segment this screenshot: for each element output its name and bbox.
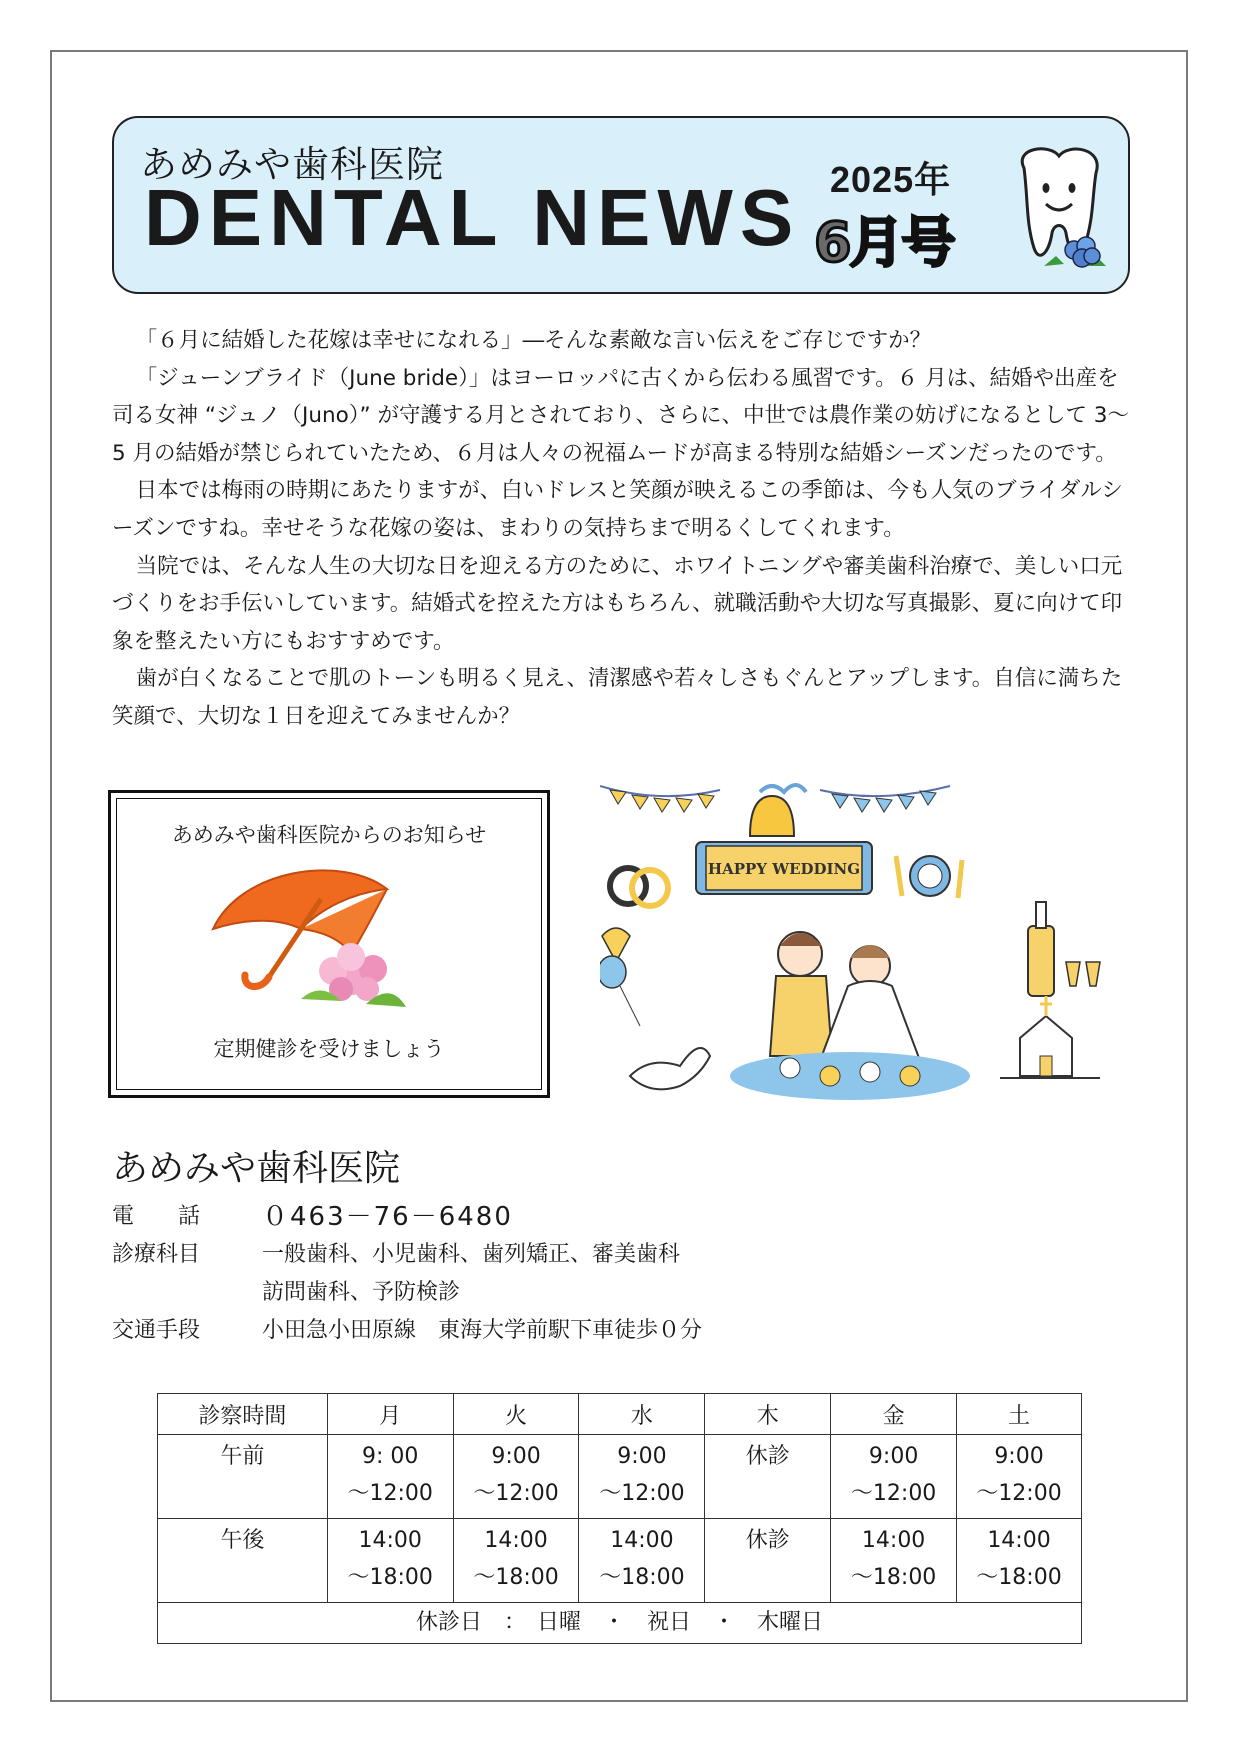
table-header-cell: 診察時間 — [158, 1394, 328, 1435]
umbrella-flowers-icon — [201, 859, 451, 1029]
table-footer-row — [158, 1603, 1082, 1644]
hours-cell: 9:00 〜12:00 — [957, 1435, 1082, 1519]
article-paragraph: 「６月に結婚した花嫁は幸せになれる」―そんな素敵な言い伝えをご存じですか？ — [135, 328, 932, 353]
departments-line1: 一般歯科、小児歯科、歯列矯正、審美歯科 — [262, 1242, 681, 1267]
table-row-morning — [158, 1435, 1082, 1519]
article-paragraph: 「ジューンブライド（June bride）」はヨーロッパに古くから伝わる風習です。６ 月は、結婚や出産を司る女神 “ジュノ（Juno）” が守護する月とされており、さらに、中世では農作業の妨げになるとして 3〜5 月の結婚が禁じられていたため、６月は人々の祝福ムードが高まる特別な結婚シーズンだったのです。 — [112, 365, 1129, 466]
issue-year: 2025年 — [830, 159, 952, 200]
article-body — [112, 322, 1130, 736]
access-label: 交通手段 — [112, 1318, 201, 1343]
table-header-row — [158, 1394, 1082, 1435]
closed-days: 休診日 ： 日曜 ・ 祝日 ・ 木曜日 — [158, 1603, 1082, 1644]
hours-cell: 9:00 〜12:00 — [453, 1435, 579, 1519]
tooth-mascot-icon — [1004, 138, 1114, 278]
article-paragraph: 日本では梅雨の時期にあたりますが、白いドレスと笑顔が映えるこの季節は、今も人気のブライダルシーズンですね。幸せそうな花嫁の姿は、まわりの気持ちまで明るくしてくれます。 — [112, 478, 1123, 541]
phone-number: ０463－76－6480 — [262, 1202, 513, 1232]
clinic-name: あめみや歯科医院 — [112, 1148, 401, 1189]
hours-cell: 14:00 〜18:00 — [831, 1519, 957, 1603]
newsletter-title: DENTAL NEWS — [144, 173, 801, 262]
notice-box — [108, 790, 550, 1098]
issue-month: 6月号 — [814, 211, 954, 274]
table-header-cell: 木 — [705, 1394, 831, 1435]
notice-message: 定期健診を受けましょう — [213, 1037, 445, 1061]
row-label: 午後 — [158, 1519, 328, 1603]
office-hours-table — [157, 1393, 1082, 1644]
table-header-cell: 月 — [327, 1394, 453, 1435]
wedding-illustration — [600, 776, 1120, 1116]
notice-title: あめみや歯科医院からのお知らせ — [171, 823, 487, 847]
hours-cell: 9: 00 〜12:00 — [327, 1435, 453, 1519]
article-paragraph: 当院では、そんな人生の大切な日を迎える方のために、ホワイトニングや審美歯科治療で、美しい口元づくりをお手伝いしています。結婚式を控えた方はもちろん、就職活動や大切な写真撮影、夏に向けて印象を整えたい方にもおすすめです。 — [112, 553, 1123, 654]
departments-label: 診療科目 — [112, 1242, 201, 1267]
hours-cell: 14:00 〜18:00 — [957, 1519, 1082, 1603]
departments-line2: 訪問歯科、予防検診 — [262, 1280, 461, 1305]
table-header-cell: 土 — [957, 1394, 1082, 1435]
access-info: 小田急小田原線 東海大学前駅下車徒歩０分 — [262, 1318, 703, 1343]
hours-cell: 14:00 〜18:00 — [579, 1519, 705, 1603]
table-row-afternoon — [158, 1519, 1082, 1603]
table-header-cell: 金 — [831, 1394, 957, 1435]
table-header-cell: 水 — [579, 1394, 705, 1435]
row-label: 午前 — [158, 1435, 328, 1519]
header-clinic-name: あめみや歯科医院 — [140, 143, 444, 186]
happy-wedding-sign: HAPPY WEDDING — [707, 860, 861, 878]
table-header-cell: 火 — [453, 1394, 579, 1435]
hours-cell: 14:00 〜18:00 — [327, 1519, 453, 1603]
hours-cell: 14:00 〜18:00 — [453, 1519, 579, 1603]
phone-label: 電 話 — [112, 1204, 201, 1229]
hours-cell: 9:00 〜12:00 — [831, 1435, 957, 1519]
hours-cell: 休診 — [705, 1519, 831, 1603]
article-paragraph: 歯が白くなることで肌のトーンも明るく見え、清潔感や若々しさもぐんとアップします。自信に満ちた笑顔で、大切な１日を迎えてみませんか？ — [112, 666, 1123, 729]
hours-cell: 9:00 〜12:00 — [579, 1435, 705, 1519]
hours-cell: 休診 — [705, 1435, 831, 1519]
newsletter-header — [112, 116, 1130, 294]
